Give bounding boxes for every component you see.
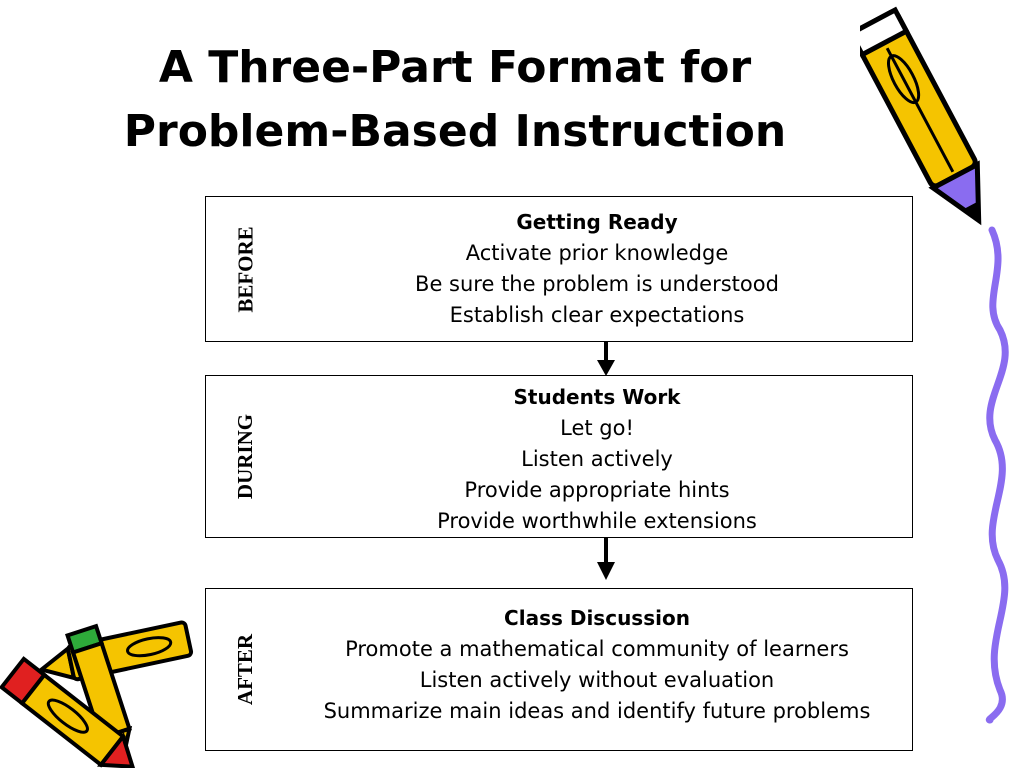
- phase-item: Summarize main ideas and identify future problems: [323, 699, 871, 723]
- crossed-pencils-icon: [0, 600, 205, 768]
- phase-box-during: [205, 375, 913, 538]
- phase-content-before: [282, 207, 912, 331]
- phase-item: Let go!: [560, 416, 634, 440]
- phase-item: Promote a mathematical community of learners: [345, 637, 849, 661]
- phase-item: Be sure the problem is understood: [415, 272, 779, 296]
- slide-title: [95, 36, 815, 164]
- title-line-2: Problem-Based Instruction: [123, 106, 787, 157]
- pencil-squiggle-icon: [860, 0, 1024, 768]
- phase-heading: Getting Ready: [516, 210, 678, 234]
- phase-content-during: [282, 382, 912, 537]
- phase-item: Listen actively: [521, 447, 673, 471]
- phase-item: Establish clear expectations: [449, 303, 745, 327]
- title-line-1: A Three-Part Format for: [158, 42, 752, 93]
- phase-box-after: [205, 588, 913, 751]
- phase-heading: Students Work: [513, 385, 681, 409]
- down-arrow-icon: [596, 342, 616, 376]
- phase-box-before: [205, 196, 913, 342]
- phase-label-after: AFTER: [233, 633, 258, 706]
- phase-item: Provide worthwhile extensions: [437, 509, 757, 533]
- down-arrow-icon: [596, 538, 616, 580]
- phase-item: Provide appropriate hints: [464, 478, 730, 502]
- phase-label-before: BEFORE: [233, 225, 258, 313]
- phase-content-after: [282, 603, 912, 727]
- phase-item: Listen actively without evaluation: [419, 668, 775, 692]
- phase-label-during: DURING: [233, 413, 258, 500]
- phase-heading: Class Discussion: [504, 606, 690, 630]
- phase-item: Activate prior knowledge: [465, 241, 729, 265]
